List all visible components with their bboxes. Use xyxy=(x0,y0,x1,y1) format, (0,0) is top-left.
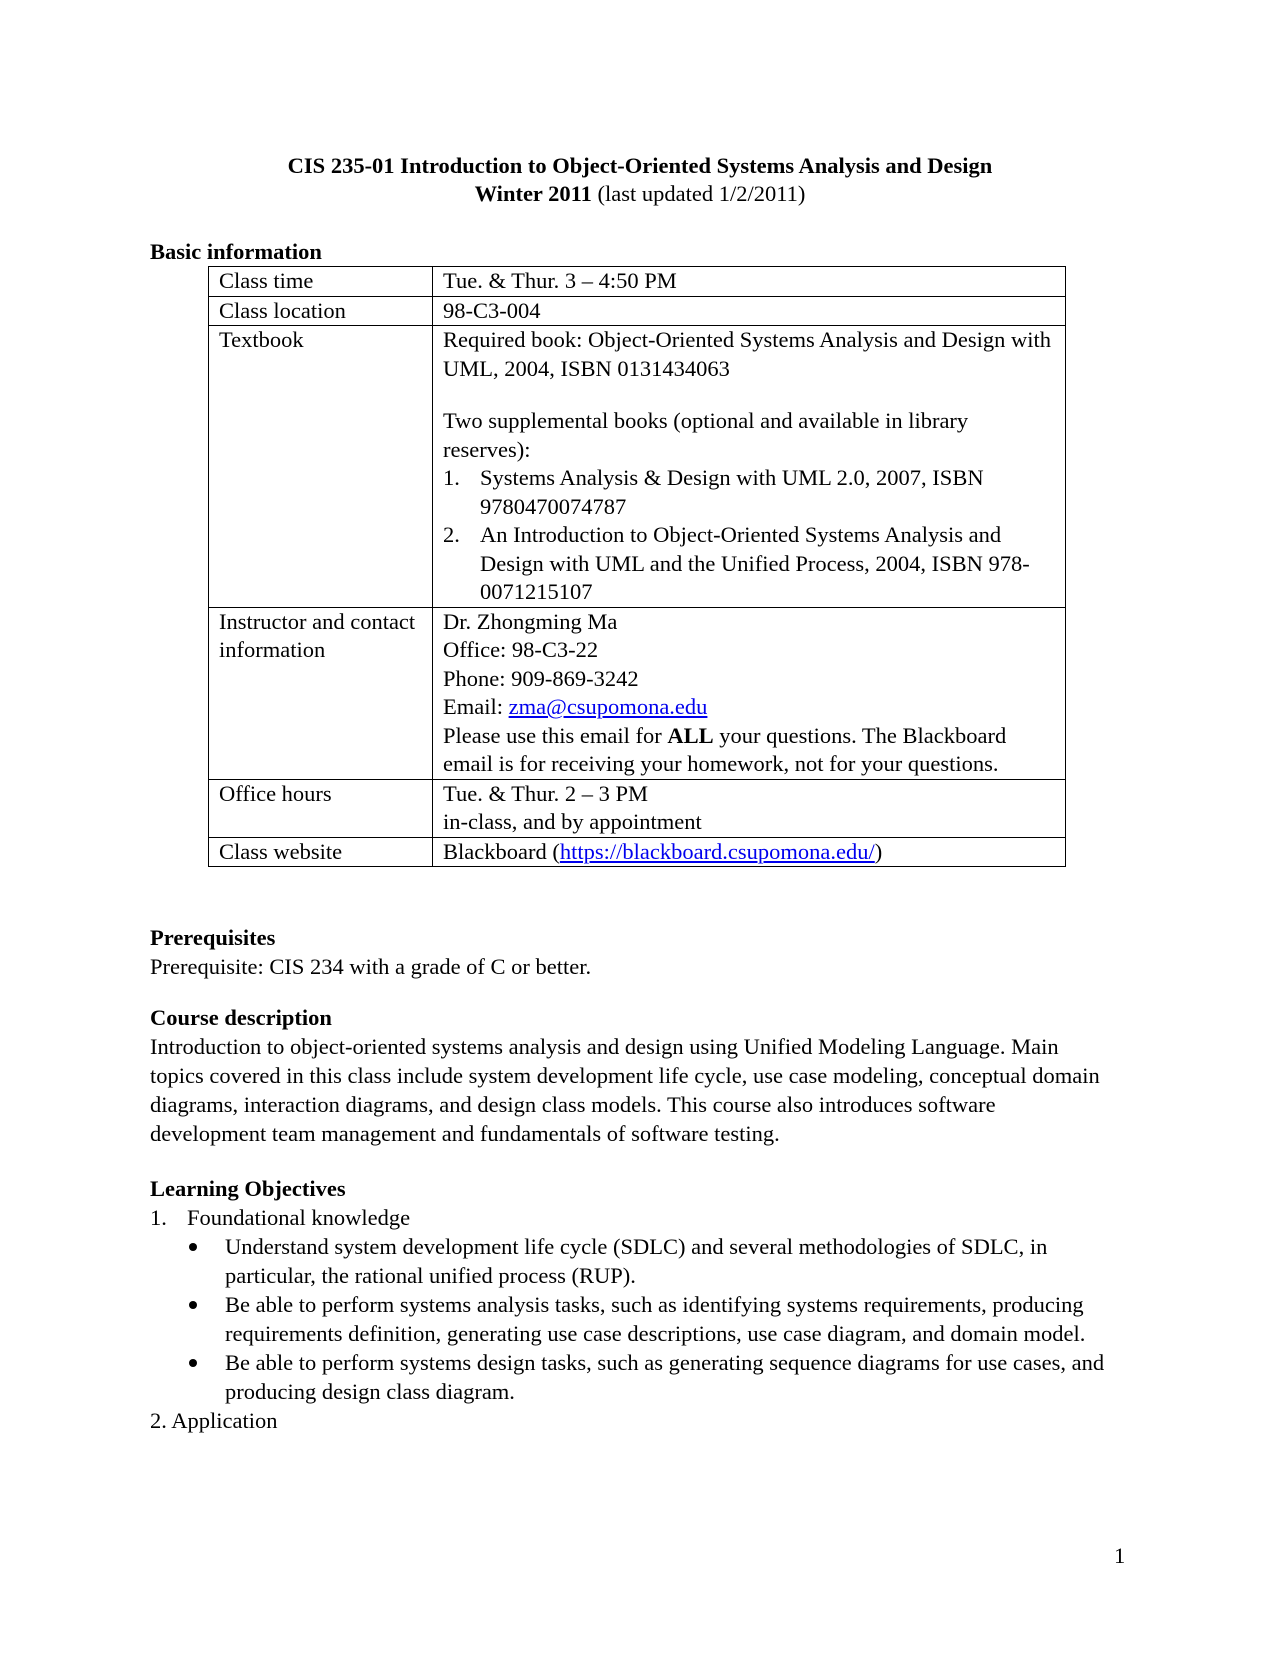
prerequisites-heading: Prerequisites xyxy=(150,925,276,950)
table-row xyxy=(209,296,1066,326)
course-description-text: Introduction to object-oriented systems analysis and design using Unified Modeling Language. Main topics covered in this class include system development life cycle, use case modeling, conceptual domain diagrams, interaction diagrams, and design class models. This course also introduces software development team management and fundamentals of software testing. xyxy=(150,1034,1100,1146)
website-label: Class website xyxy=(209,837,433,867)
objective-item-application: 2. Application xyxy=(150,1408,278,1433)
office-hours-line: in-class, and by appointment xyxy=(443,809,702,834)
bullet-text: Understand system development life cycle (SDLC) and several methodologies of SDLC, in particular, the rational unified process (RUP). xyxy=(225,1234,1048,1288)
email-note-bold: ALL xyxy=(667,722,714,748)
class-location-value: 98-C3-004 xyxy=(433,296,1066,326)
course-title: CIS 235-01 Introduction to Object-Oriented Systems Analysis and Design xyxy=(287,153,993,178)
bullet-text: Be able to perform systems design tasks, such as generating sequence diagrams for use cases, and producing design class diagram. xyxy=(225,1350,1105,1404)
required-book: Required book: Object-Oriented Systems Analysis and Design with UML, 2004, ISBN 0131434063 xyxy=(443,327,1052,381)
instructor-label: Instructor and contact information xyxy=(209,607,433,779)
table-row xyxy=(209,267,1066,297)
supplemental-intro: Two supplemental books (optional and available in library reserves): xyxy=(443,408,969,462)
learning-objectives-heading: Learning Objectives xyxy=(150,1176,346,1201)
list-number: 1. xyxy=(443,465,460,490)
supplemental-books-list xyxy=(443,464,1055,607)
class-time-label: Class time xyxy=(209,267,433,297)
list-item xyxy=(443,464,1055,521)
last-updated: (last updated 1/2/2011) xyxy=(591,181,806,206)
prerequisites-text: Prerequisite: CIS 234 with a grade of C or better. xyxy=(150,954,592,979)
term: Winter 2011 xyxy=(474,181,592,206)
website-suffix: ) xyxy=(874,838,883,864)
website-prefix: Blackboard ( xyxy=(443,838,560,864)
table-row xyxy=(209,326,1066,608)
instructor-email-line xyxy=(443,693,1055,722)
basic-info-heading: Basic information xyxy=(150,239,322,264)
class-time-value: Tue. & Thur. 3 – 4:50 PM xyxy=(433,267,1066,297)
office-hours-label: Office hours xyxy=(209,779,433,837)
email-prefix: Email: xyxy=(443,694,509,719)
objective-label: Foundational knowledge xyxy=(187,1205,411,1230)
page-number: 1 xyxy=(1114,1543,1126,1568)
textbook-value xyxy=(433,326,1066,608)
course-description-heading: Course description xyxy=(150,1005,332,1030)
objective-item xyxy=(150,1203,1150,1232)
table-row xyxy=(209,779,1066,837)
instructor-phone: Phone: 909-869-3242 xyxy=(443,665,639,691)
email-link[interactable]: zma@csupomona.edu xyxy=(508,694,708,719)
website-link[interactable]: https://blackboard.csupomona.edu/ xyxy=(559,838,875,864)
office-hours-value xyxy=(433,779,1066,837)
office-hours-line: Tue. & Thur. 2 – 3 PM xyxy=(443,780,649,806)
list-item xyxy=(443,521,1055,607)
email-note xyxy=(443,722,1055,779)
basic-info-table xyxy=(208,266,1066,867)
objective-number: 1. xyxy=(150,1205,167,1230)
term-line xyxy=(0,180,1280,208)
instructor-name: Dr. Zhongming Ma xyxy=(443,608,618,634)
website-value xyxy=(433,837,1066,867)
bullet-icon xyxy=(189,1359,197,1367)
bullet-text: Be able to perform systems analysis tasks, such as identifying systems requirements, producing requirements definition, generating use case descriptions, use case diagram, and domain model. xyxy=(225,1292,1086,1346)
email-note-pre: Please use this email for xyxy=(443,722,668,748)
objective-bullets xyxy=(150,1232,1110,1406)
class-location-label: Class location xyxy=(209,296,433,326)
book-text: An Introduction to Object-Oriented Systems Analysis and Design with UML and the Unified Process, 2004, ISBN 978-0071215107 xyxy=(480,522,1030,604)
instructor-office: Office: 98-C3-22 xyxy=(443,637,599,662)
list-item xyxy=(150,1290,1110,1348)
textbook-label: Textbook xyxy=(209,326,433,608)
instructor-value xyxy=(433,607,1066,779)
table-row xyxy=(209,837,1066,867)
list-number: 2. xyxy=(443,522,460,547)
book-text: Systems Analysis & Design with UML 2.0, 2007, ISBN 9780470074787 xyxy=(480,465,984,519)
list-item xyxy=(150,1348,1110,1406)
bullet-icon xyxy=(189,1301,197,1309)
email-note-post: your questions. The Blackboard email is for receiving your homework, not for your questions. xyxy=(443,722,1007,776)
list-item xyxy=(150,1232,1110,1290)
table-row xyxy=(209,607,1066,779)
document-title xyxy=(0,152,1280,208)
bullet-icon xyxy=(189,1243,197,1251)
main-content xyxy=(150,237,1150,1435)
